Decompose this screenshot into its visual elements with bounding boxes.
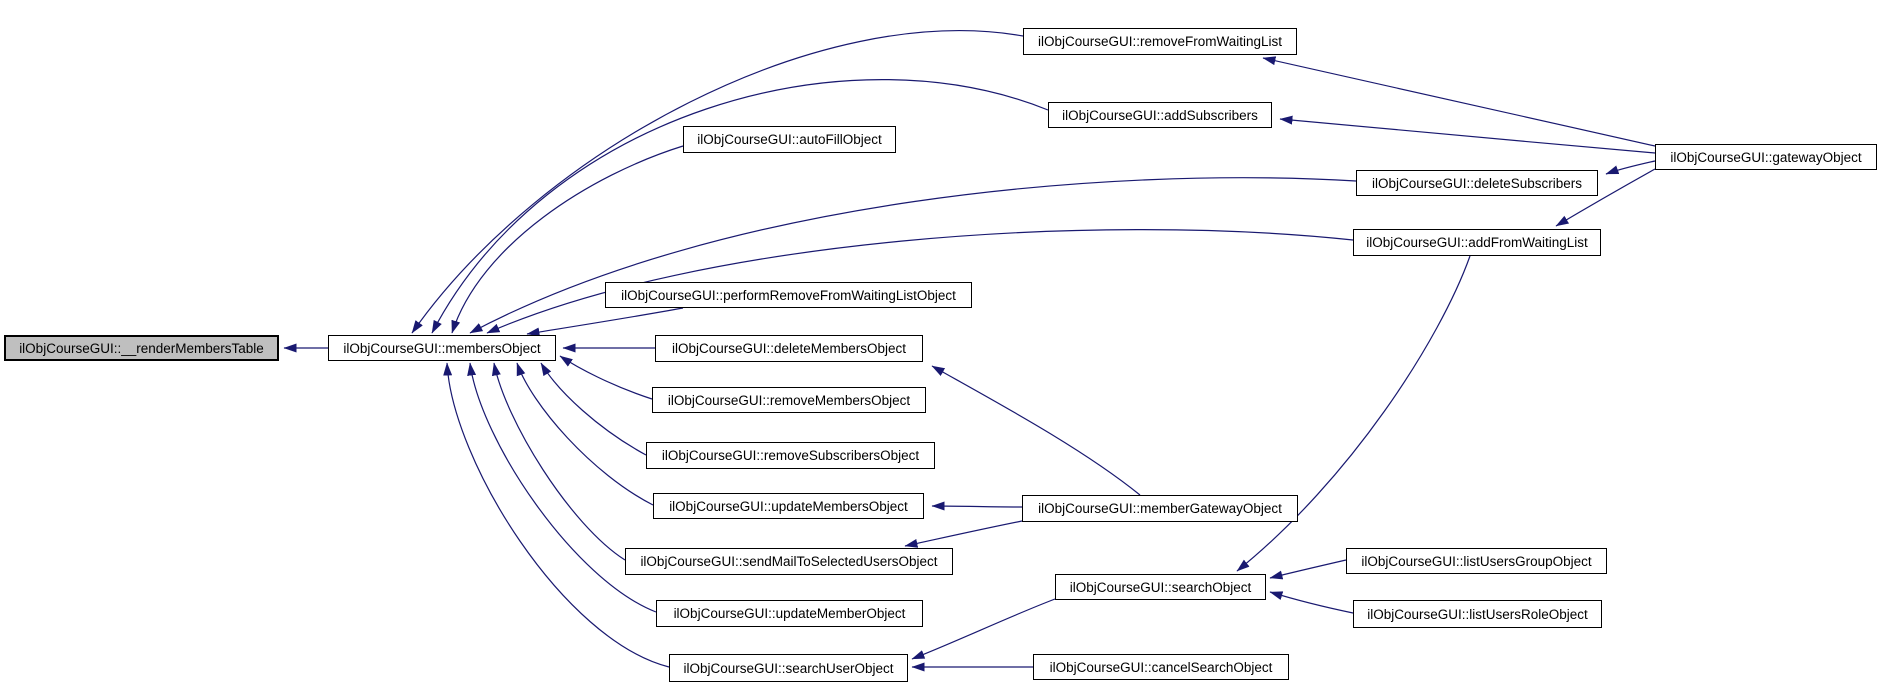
graph-node-label: ilObjCourseGUI::deleteSubscribers <box>1371 175 1583 191</box>
graph-node-label: ilObjCourseGUI::searchUserObject <box>683 660 894 676</box>
graph-node-deleteMembersObject[interactable] <box>655 335 923 362</box>
graph-node-sendMailToSelectedUsersObject[interactable] <box>625 548 953 575</box>
edge-gatewayObject-to-deleteSubscribers <box>1606 161 1655 174</box>
edge-memberGatewayObject-to-sendMailToSelectedUsersObject <box>905 521 1022 546</box>
graph-node-label: ilObjCourseGUI::listUsersRoleObject <box>1367 606 1588 622</box>
graph-node-removeMembersObject[interactable] <box>652 387 926 413</box>
graph-node-label: ilObjCourseGUI::updateMembersObject <box>669 498 908 514</box>
graph-node-label: ilObjCourseGUI::cancelSearchObject <box>1049 659 1273 675</box>
edge-memberGatewayObject-to-deleteMembersObject <box>932 366 1140 495</box>
graph-node-updateMemberObject[interactable] <box>656 600 923 627</box>
graph-node-listUsersRoleObject[interactable] <box>1353 600 1602 628</box>
edge-updateMembersObject-to-membersObject <box>517 363 653 505</box>
graph-node-label: ilObjCourseGUI::membersObject <box>343 340 541 356</box>
edge-listUsersRoleObject-to-searchObject <box>1270 592 1353 613</box>
edge-deleteSubscribers-to-membersObject <box>470 178 1356 333</box>
edge-memberGatewayObject-to-updateMembersObject <box>932 506 1022 507</box>
graph-node-membersObject[interactable] <box>328 335 556 361</box>
graph-node-removeSubscribersObject[interactable] <box>646 442 935 469</box>
graph-node-renderMembersTable <box>4 335 279 361</box>
graph-node-updateMembersObject[interactable] <box>653 493 924 519</box>
graph-node-searchUserObject[interactable] <box>669 654 908 682</box>
edge-searchObject-to-searchUserObject <box>912 599 1055 659</box>
graph-node-label: ilObjCourseGUI::memberGatewayObject <box>1038 501 1282 516</box>
graph-node-addSubscribers[interactable] <box>1048 102 1272 128</box>
edge-listUsersGroupObject-to-searchObject <box>1270 560 1346 578</box>
graph-node-label: ilObjCourseGUI::listUsersGroupObject <box>1361 553 1592 569</box>
graph-node-label: ilObjCourseGUI::autoFillObject <box>697 132 882 147</box>
graph-node-cancelSearchObject[interactable] <box>1033 654 1289 680</box>
edge-gatewayObject-to-removeFromWaitingList <box>1263 58 1655 146</box>
graph-node-autoFillObject[interactable] <box>683 126 896 153</box>
graph-node-label: ilObjCourseGUI::removeMembersObject <box>667 392 911 408</box>
edge-sendMailToSelectedUsersObject-to-membersObject <box>494 363 625 560</box>
edge-removeSubscribersObject-to-membersObject <box>541 363 646 455</box>
graph-node-label: ilObjCourseGUI::addSubscribers <box>1062 107 1258 123</box>
graph-node-performRemoveFromWaitingListObject[interactable] <box>605 282 972 308</box>
graph-node-label: ilObjCourseGUI::searchObject <box>1069 579 1252 595</box>
graph-node-label: ilObjCourseGUI::removeFromWaitingList <box>1037 34 1283 49</box>
graph-node-label: ilObjCourseGUI::deleteMembersObject <box>671 341 907 356</box>
edge-searchUserObject-to-membersObject <box>447 363 669 667</box>
graph-node-listUsersGroupObject[interactable] <box>1346 548 1607 574</box>
graph-node-label: ilObjCourseGUI::__renderMembersTable <box>19 340 264 356</box>
graph-node-label: ilObjCourseGUI::performRemoveFromWaitingListObject <box>621 287 956 303</box>
graph-node-label: ilObjCourseGUI::sendMailToSelectedUsersObject <box>640 554 938 569</box>
graph-node-deleteSubscribers[interactable] <box>1356 170 1598 196</box>
graph-node-gatewayObject[interactable] <box>1655 144 1877 170</box>
graph-node-addFromWaitingList[interactable] <box>1353 229 1601 256</box>
edge-removeMembersObject-to-membersObject <box>560 356 652 399</box>
graph-node-searchObject[interactable] <box>1055 574 1266 600</box>
graph-node-label: ilObjCourseGUI::removeSubscribersObject <box>661 448 920 463</box>
graph-node-label: ilObjCourseGUI::updateMemberObject <box>673 606 906 621</box>
graph-node-label: ilObjCourseGUI::addFromWaitingList <box>1366 235 1588 250</box>
edge-performRemoveFromWaitingListObject-to-membersObject <box>527 308 683 334</box>
graph-node-memberGatewayObject[interactable] <box>1022 495 1298 522</box>
graph-node-label: ilObjCourseGUI::gatewayObject <box>1670 149 1862 165</box>
edge-addFromWaitingList-to-searchObject <box>1237 256 1470 571</box>
edge-gatewayObject-to-addSubscribers <box>1280 119 1655 153</box>
graph-node-removeFromWaitingList[interactable] <box>1023 28 1297 55</box>
